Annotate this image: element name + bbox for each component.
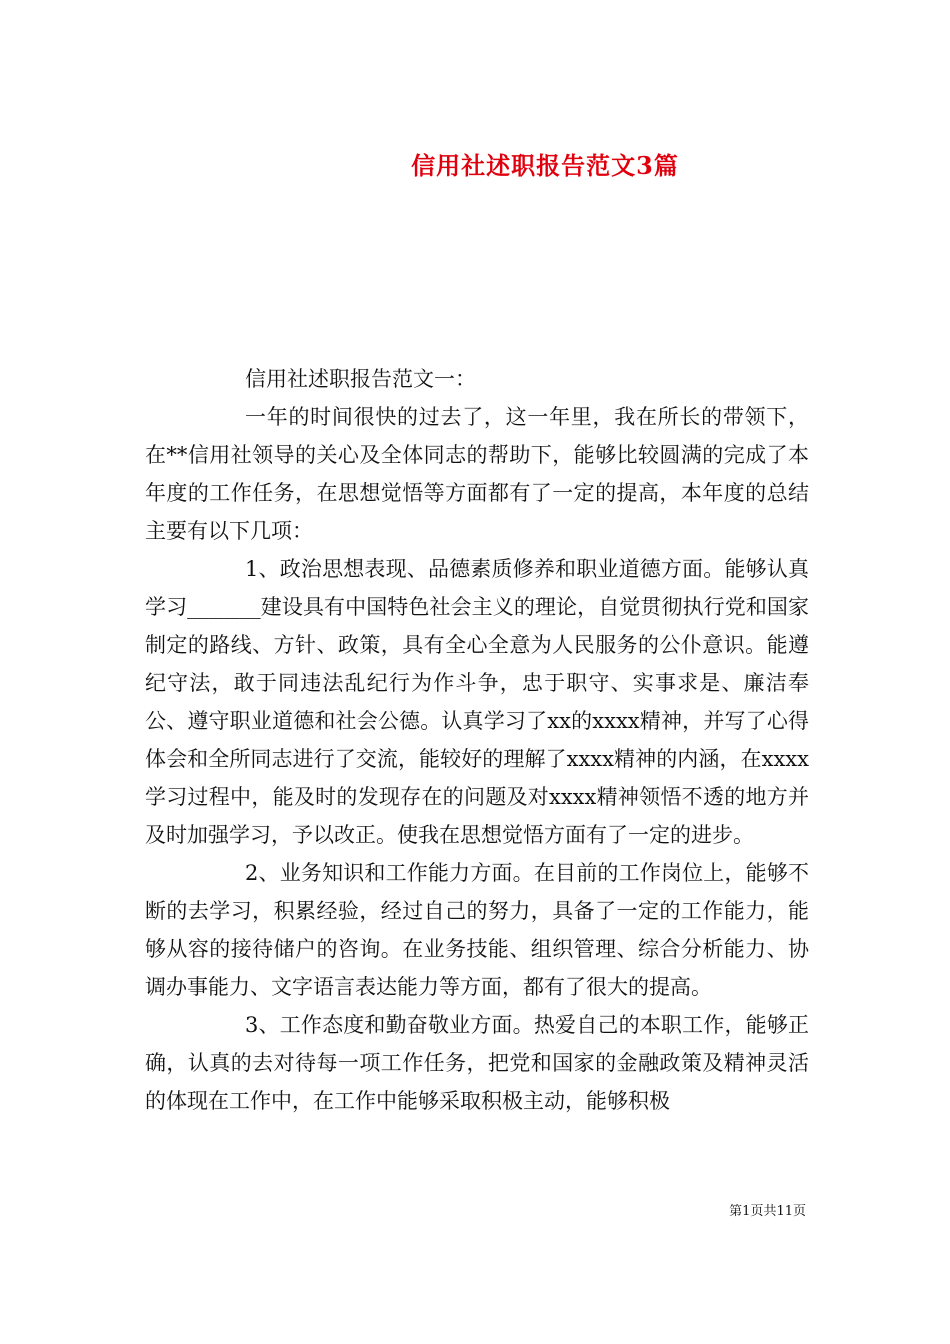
paragraph-business: 2、业务知识和工作能力方面。在目前的工作岗位上，能够不断的去学习，积累经验，经过自己的努力，具备了一定的工作能力，能够从容的接待储户的咨询。在业务技能、组织管理、综合分析能力、协调办事能力、文字语言表达能力等方面，都有了很大的提高。 [145, 861, 809, 999]
paragraph-attitude: 3、工作态度和勤奋敬业方面。热爱自己的本职工作，能够正确，认真的去对待每一项工作任务，把党和国家的金融政策及精神灵活的体现在工作中，在工作中能够采取积极主动，能够积极 [145, 1013, 809, 1113]
section-heading: 信用社述职报告范文一： [245, 367, 476, 391]
document-body [145, 360, 809, 1120]
page-number-footer: 第1页共11页 [729, 1204, 806, 1219]
paragraph-intro: 一年的时间很快的过去了，这一年里，我在所长的带领下，在**信用社领导的关心及全体同志的帮助下，能够比较圆满的完成了本年度的工作任务，在思想觉悟等方面都有了一定的提高，本年度的总结主要有以下几项： [145, 405, 809, 543]
paragraph-political: 1、政治思想表现、品德素质修养和职业道德方面。能够认真学习_______建设具有中国特色社会主义的理论，自觉贯彻执行党和国家制定的路线、方针、政策，具有全心全意为人民服务的公仆意识。能遵纪守法，敢于同违法乱纪行为作斗争，忠于职守、实事求是、廉洁奉公、遵守职业道德和社会公德。认真学习了xx的xxxx精神，并写了心得体会和全所同志进行了交流，能较好的理解了xxxx精神的内涵，在xxxx学习过程中，能及时的发现存在的问题及对xxxx精神领悟不透的地方并及时加强学习，予以改正。使我在思想觉悟方面有了一定的进步。 [145, 557, 809, 847]
page-title: 信用社述职报告范文3篇 [411, 151, 679, 181]
